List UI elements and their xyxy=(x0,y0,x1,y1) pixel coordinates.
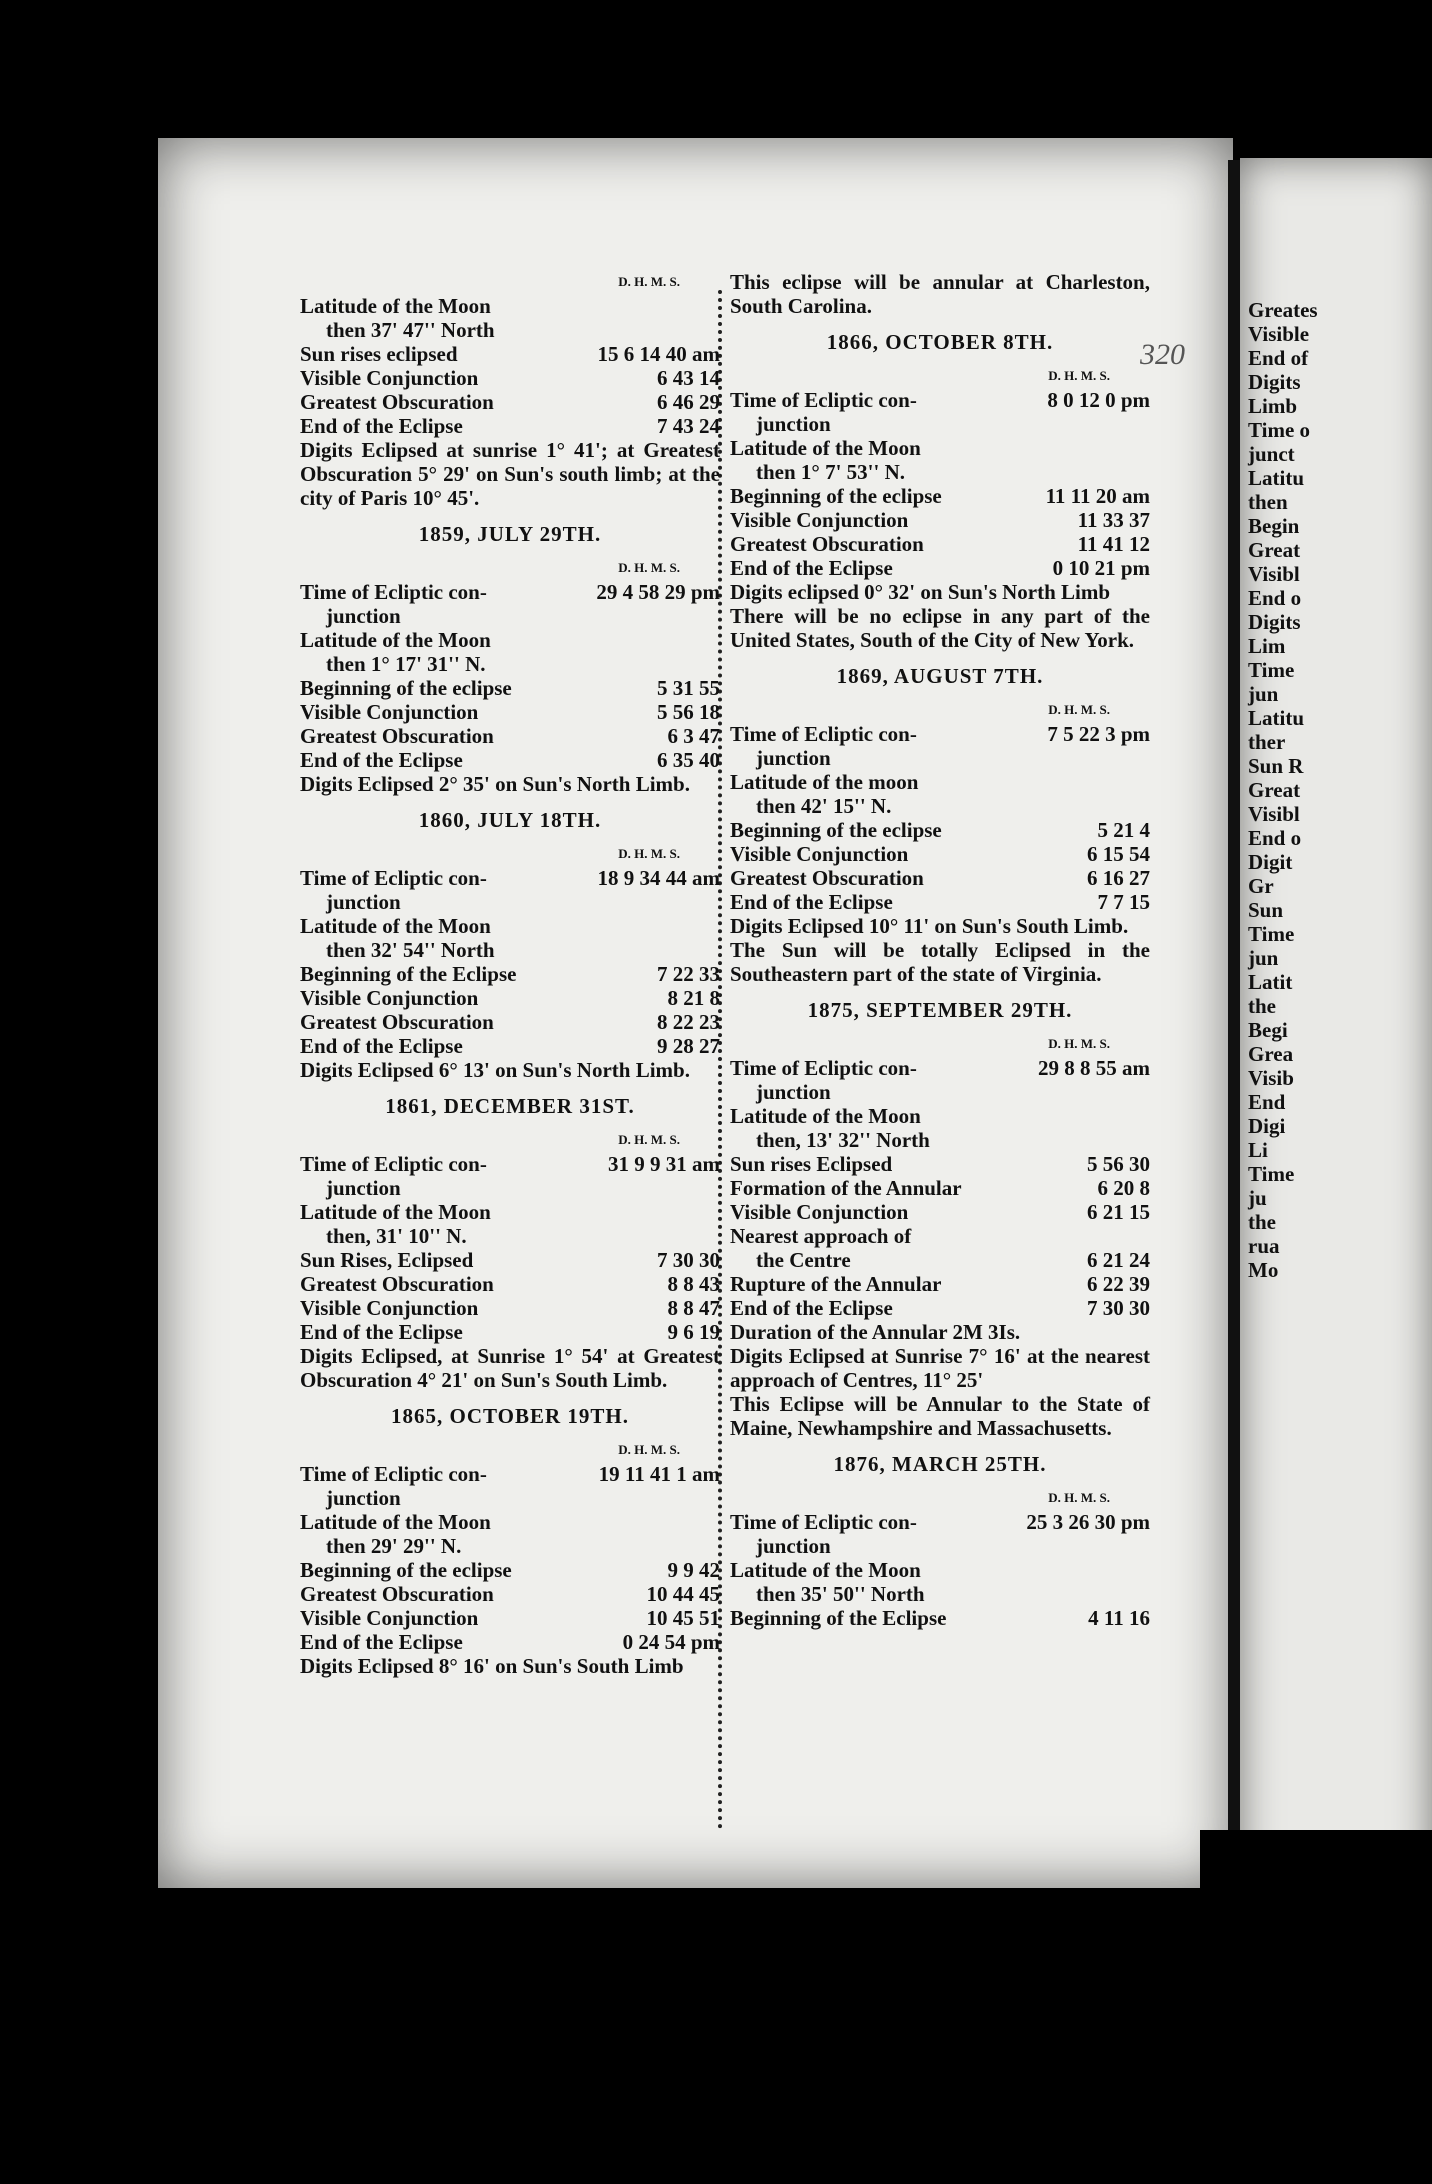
facing-text-fragment: End o xyxy=(1248,586,1302,610)
row-label: Latitude of the Moon xyxy=(300,1510,491,1534)
table-row xyxy=(730,794,1150,818)
facing-text-fragment: Mo xyxy=(1248,1258,1279,1282)
table-row xyxy=(300,890,720,914)
row-value: 7 7 15 xyxy=(1097,890,1150,914)
row-label: junction xyxy=(326,1486,401,1510)
row-label: Nearest approach of xyxy=(730,1224,912,1248)
row-label: Time of Ecliptic con- xyxy=(300,866,487,890)
table-row xyxy=(730,1200,1150,1224)
text-paragraph: Digits Eclipsed at Sunrise 7° 16' at the nearest approach of Centres, 11° 25' xyxy=(730,1344,1150,1392)
facing-text-fragment: Latit xyxy=(1248,970,1293,994)
column-header: D. H. M. S. xyxy=(618,1442,680,1457)
facing-text-fragment: Begi xyxy=(1248,1018,1288,1042)
row-value: 6 15 54 xyxy=(1087,842,1150,866)
row-value xyxy=(600,1486,720,1510)
column-header: D. H. M. S. xyxy=(1048,1036,1110,1051)
table-row xyxy=(300,1176,720,1200)
row-value: 6 21 15 xyxy=(1087,1200,1150,1224)
row-label: Greatest Obscuration xyxy=(730,866,924,890)
row-label: Visible Conjunction xyxy=(300,1606,479,1630)
row-value: 11 11 20 am xyxy=(1045,484,1150,508)
facing-text-fragment: ju xyxy=(1248,1186,1267,1210)
row-value xyxy=(1030,1080,1150,1104)
row-label: junction xyxy=(756,412,831,436)
facing-text-fragment: Time xyxy=(1248,658,1295,682)
row-label: Duration of the Annular 2M 3Is. xyxy=(730,1320,1021,1344)
row-value: 29 8 8 55 am xyxy=(1038,1056,1150,1080)
row-value: 6 21 24 xyxy=(1087,1248,1150,1272)
row-label: Latitude of the Moon xyxy=(730,1104,921,1128)
row-value: 5 56 18 xyxy=(657,700,720,724)
row-value: 15 6 14 40 am xyxy=(597,342,720,366)
facing-text-fragment: Grea xyxy=(1248,1042,1294,1066)
table-row xyxy=(300,1152,720,1176)
row-value xyxy=(1030,794,1150,818)
row-label: Latitude of the Moon xyxy=(730,436,921,460)
table-row xyxy=(730,556,1150,580)
table-row xyxy=(300,938,720,962)
table-row xyxy=(300,748,720,772)
row-value: 6 16 27 xyxy=(1087,866,1150,890)
facing-text-fragment: End o xyxy=(1248,826,1302,850)
row-label: End of the Eclipse xyxy=(300,748,463,772)
row-label: then 29' 29'' N. xyxy=(326,1534,462,1558)
facing-page xyxy=(1240,158,1432,1878)
table-row xyxy=(300,1320,720,1344)
table-row xyxy=(730,818,1150,842)
table-row xyxy=(730,1104,1150,1128)
table-row xyxy=(730,1558,1150,1582)
table-row xyxy=(300,1034,720,1058)
table-row xyxy=(730,1582,1150,1606)
row-value: 18 9 34 44 am xyxy=(597,866,720,890)
section-heading: 1861, DECEMBER 31ST. xyxy=(385,1094,635,1118)
row-label: Visible Conjunction xyxy=(300,1296,479,1320)
facing-text-fragment: Sun R xyxy=(1248,754,1304,778)
row-value: 8 8 47 xyxy=(667,1296,720,1320)
row-value: 7 30 30 xyxy=(1087,1296,1150,1320)
table-row xyxy=(300,604,720,628)
table-row xyxy=(730,1248,1150,1272)
row-label: Time of Ecliptic con- xyxy=(300,580,487,604)
table-row xyxy=(730,722,1150,746)
row-value xyxy=(600,294,720,318)
table-row xyxy=(300,1510,720,1534)
text-paragraph: Digits Eclipsed 10° 11' on Sun's South Limb. xyxy=(730,914,1129,938)
row-label: Visible Conjunction xyxy=(730,1200,909,1224)
table-row xyxy=(300,1010,720,1034)
column-header: D. H. M. S. xyxy=(1048,368,1110,383)
table-row xyxy=(300,1224,720,1248)
text-paragraph: Digits Eclipsed, at Sunrise 1° 54' at Greatest Obscuration 4° 21' on Sun's South Limb. xyxy=(300,1344,720,1392)
row-label: Latitude of the Moon xyxy=(730,1558,921,1582)
row-value xyxy=(600,1510,720,1534)
row-value xyxy=(600,1534,720,1558)
row-value xyxy=(600,318,720,342)
row-value: 7 22 33 xyxy=(657,962,720,986)
table-row xyxy=(730,1534,1150,1558)
row-label: Sun rises eclipsed xyxy=(300,342,458,366)
facing-text-fragment: Limb xyxy=(1248,394,1298,418)
row-value: 8 22 23 xyxy=(657,1010,720,1034)
facing-text-fragment: Time xyxy=(1248,1162,1295,1186)
facing-text-fragment: Great xyxy=(1248,538,1301,562)
text-paragraph: Digits Eclipsed 6° 13' on Sun's North Limb. xyxy=(300,1058,690,1082)
row-label: Latitude of the Moon xyxy=(300,628,491,652)
table-row xyxy=(300,1630,720,1654)
row-label: junction xyxy=(326,604,401,628)
facing-text-fragment: then xyxy=(1248,490,1288,514)
text-paragraph: This Eclipse will be Annular to the State of Maine, Newhampshire and Massachusetts. xyxy=(730,1392,1150,1440)
table-row xyxy=(730,1296,1150,1320)
row-label: Greatest Obscuration xyxy=(300,724,494,748)
table-row xyxy=(300,866,720,890)
text-paragraph: The Sun will be totally Eclipsed in the Southeastern part of the state of Virginia. xyxy=(730,938,1150,986)
row-value xyxy=(600,652,720,676)
text-paragraph: Digits eclipsed 0° 32' on Sun's North Limb xyxy=(730,580,1111,604)
row-label: Beginning of the eclipse xyxy=(730,484,942,508)
row-label: Visible Conjunction xyxy=(300,700,479,724)
text-paragraph: This eclipse will be annular at Charleston, South Carolina. xyxy=(730,270,1150,318)
row-value: 5 56 30 xyxy=(1087,1152,1150,1176)
row-label: End of the Eclipse xyxy=(730,890,893,914)
row-value: 9 28 27 xyxy=(657,1034,720,1058)
row-label: End of the Eclipse xyxy=(300,1320,463,1344)
row-label: Sun rises Eclipsed xyxy=(730,1152,893,1176)
row-label: Beginning of the eclipse xyxy=(300,676,512,700)
row-value xyxy=(1030,460,1150,484)
row-label: Visible Conjunction xyxy=(730,842,909,866)
row-value: 6 46 29 xyxy=(657,390,720,414)
row-value: 0 24 54 pm xyxy=(622,1630,720,1654)
table-row xyxy=(730,770,1150,794)
table-row xyxy=(730,1320,1150,1344)
table-row xyxy=(730,1056,1150,1080)
row-label: Time of Ecliptic con- xyxy=(300,1152,487,1176)
row-value xyxy=(1030,1128,1150,1152)
section-heading: 1876, MARCH 25TH. xyxy=(833,1452,1047,1476)
facing-text-fragment: Latitu xyxy=(1248,466,1305,490)
row-label: Visible Conjunction xyxy=(730,508,909,532)
row-value xyxy=(1030,770,1150,794)
table-row xyxy=(730,1128,1150,1152)
row-value xyxy=(600,1200,720,1224)
table-row xyxy=(730,1272,1150,1296)
facing-text-fragment: Time xyxy=(1248,922,1295,946)
facing-text-fragment: Digit xyxy=(1248,850,1293,874)
facing-text-fragment: Sun xyxy=(1248,898,1284,922)
text-paragraph: Digits Eclipsed 8° 16' on Sun's South Limb xyxy=(300,1654,684,1678)
torn-corner xyxy=(1200,1830,1432,2184)
row-value xyxy=(1030,1104,1150,1128)
section-heading: 1860, JULY 18TH. xyxy=(418,808,602,832)
row-value: 6 35 40 xyxy=(657,748,720,772)
table-row xyxy=(730,484,1150,508)
table-row xyxy=(300,342,720,366)
row-value xyxy=(600,914,720,938)
margin-mark: 320 xyxy=(1140,338,1185,371)
section-heading: 1869, AUGUST 7TH. xyxy=(836,664,1044,688)
facing-text-fragment: Time o xyxy=(1248,418,1311,442)
row-label: Beginning of the Eclipse xyxy=(730,1606,947,1630)
facing-text-fragment: Visibl xyxy=(1248,802,1300,826)
row-value xyxy=(600,890,720,914)
table-row xyxy=(300,1486,720,1510)
row-label: then 37' 47'' North xyxy=(326,318,495,342)
facing-text-fragment: Great xyxy=(1248,778,1301,802)
table-row xyxy=(300,294,720,318)
row-value: 5 31 55 xyxy=(657,676,720,700)
table-row xyxy=(730,508,1150,532)
row-value: 11 33 37 xyxy=(1077,508,1150,532)
table-row xyxy=(300,962,720,986)
facing-text-fragment: the xyxy=(1248,994,1276,1018)
row-value xyxy=(1030,1558,1150,1582)
row-label: then 1° 17' 31'' N. xyxy=(326,652,486,676)
table-row xyxy=(300,1200,720,1224)
row-value: 10 45 51 xyxy=(646,1606,720,1630)
table-row xyxy=(300,318,720,342)
row-value: 9 9 42 xyxy=(667,1558,720,1582)
row-label: End of the Eclipse xyxy=(300,414,463,438)
row-label: End of the Eclipse xyxy=(300,1630,463,1654)
row-label: Greatest Obscuration xyxy=(730,532,924,556)
row-value xyxy=(1030,436,1150,460)
row-value: 6 43 14 xyxy=(657,366,720,390)
row-value xyxy=(1030,412,1150,436)
table-row xyxy=(730,412,1150,436)
row-value: 7 5 22 3 pm xyxy=(1047,722,1150,746)
table-row xyxy=(300,580,720,604)
facing-text-fragment: rua xyxy=(1248,1234,1280,1258)
row-value xyxy=(600,1176,720,1200)
row-value: 6 22 39 xyxy=(1087,1272,1150,1296)
row-label: then, 13' 32'' North xyxy=(756,1128,930,1152)
table-row xyxy=(300,652,720,676)
facing-text-fragment: Digits xyxy=(1248,370,1301,394)
row-value: 9 6 19 xyxy=(667,1320,720,1344)
table-row xyxy=(300,1606,720,1630)
row-label: Greatest Obscuration xyxy=(300,1010,494,1034)
column-header: D. H. M. S. xyxy=(618,274,680,289)
row-value: 7 30 30 xyxy=(657,1248,720,1272)
row-label: End of the Eclipse xyxy=(730,1296,893,1320)
row-label: junction xyxy=(326,1176,401,1200)
row-value: 8 0 12 0 pm xyxy=(1047,388,1150,412)
table-row xyxy=(730,1080,1150,1104)
row-label: Latitude of the Moon xyxy=(300,914,491,938)
row-label: Latitude of the Moon xyxy=(300,1200,491,1224)
row-label: Greatest Obscuration xyxy=(300,390,494,414)
row-label: Visible Conjunction xyxy=(300,366,479,390)
row-label: junction xyxy=(756,1534,831,1558)
row-label: then 32' 54'' North xyxy=(326,938,495,962)
row-label: Time of Ecliptic con- xyxy=(730,1510,917,1534)
table-row xyxy=(300,986,720,1010)
row-label: then 1° 7' 53'' N. xyxy=(756,460,905,484)
row-label: junction xyxy=(756,1080,831,1104)
row-label: Visible Conjunction xyxy=(300,986,479,1010)
row-label: the Centre xyxy=(756,1248,851,1272)
row-label: Time of Ecliptic con- xyxy=(300,1462,487,1486)
row-label: Time of Ecliptic con- xyxy=(730,1056,917,1080)
facing-text-fragment: Visibl xyxy=(1248,562,1300,586)
facing-text-fragment: Latitu xyxy=(1248,706,1305,730)
table-row xyxy=(300,1558,720,1582)
section-heading: 1859, JULY 29TH. xyxy=(418,522,602,546)
facing-text-fragment: Begin xyxy=(1248,514,1300,538)
table-row xyxy=(300,676,720,700)
row-value xyxy=(1030,1582,1150,1606)
row-value: 6 3 47 xyxy=(667,724,720,748)
row-label: Latitude of the Moon xyxy=(300,294,491,318)
row-label: Beginning of the eclipse xyxy=(300,1558,512,1582)
row-value: 5 21 4 xyxy=(1097,818,1150,842)
row-value: 4 11 16 xyxy=(1088,1606,1150,1630)
section-heading: 1875, SEPTEMBER 29TH. xyxy=(807,998,1073,1022)
row-label: Beginning of the eclipse xyxy=(730,818,942,842)
row-label: Greatest Obscuration xyxy=(300,1272,494,1296)
row-label: then 35' 50'' North xyxy=(756,1582,925,1606)
facing-text-fragment: Visib xyxy=(1248,1066,1294,1090)
section-heading: 1866, OCTOBER 8TH. xyxy=(826,330,1054,354)
row-label: Sun Rises, Eclipsed xyxy=(300,1248,474,1272)
table-row xyxy=(730,1510,1150,1534)
table-row xyxy=(300,414,720,438)
row-label: Rupture of the Annular xyxy=(730,1272,942,1296)
table-row xyxy=(300,914,720,938)
left-column xyxy=(300,270,720,1678)
table-row xyxy=(730,1606,1150,1630)
row-value: 19 11 41 1 am xyxy=(598,1462,720,1486)
table-row xyxy=(730,388,1150,412)
table-row xyxy=(300,724,720,748)
column-header: D. H. M. S. xyxy=(1048,1490,1110,1505)
table-row xyxy=(300,366,720,390)
row-value: 31 9 9 31 am xyxy=(608,1152,720,1176)
row-value: 25 3 26 30 pm xyxy=(1026,1510,1150,1534)
row-value: 6 20 8 xyxy=(1097,1176,1150,1200)
table-row xyxy=(300,1462,720,1486)
row-value: 10 44 45 xyxy=(646,1582,720,1606)
row-label: Formation of the Annular xyxy=(730,1176,962,1200)
table-row xyxy=(730,532,1150,556)
table-row xyxy=(730,460,1150,484)
row-value xyxy=(600,628,720,652)
row-value xyxy=(1030,746,1150,770)
right-column xyxy=(730,270,1150,1630)
row-label: junction xyxy=(756,746,831,770)
table-row xyxy=(300,1296,720,1320)
table-row xyxy=(730,1152,1150,1176)
row-value: 0 10 21 pm xyxy=(1052,556,1150,580)
table-row xyxy=(730,890,1150,914)
facing-text-fragment: Digits xyxy=(1248,610,1301,634)
table-row xyxy=(730,1224,1150,1248)
facing-text-fragment: Greates xyxy=(1248,298,1318,322)
row-value xyxy=(600,938,720,962)
text-paragraph: There will be no eclipse in any part of the United States, South of the City of New York. xyxy=(730,604,1150,652)
table-row xyxy=(300,1272,720,1296)
table-row xyxy=(730,842,1150,866)
table-row xyxy=(300,390,720,414)
facing-text-fragment: Gr xyxy=(1248,874,1274,898)
table-row xyxy=(730,746,1150,770)
facing-page-text xyxy=(1240,158,1432,1282)
column-header: D. H. M. S. xyxy=(1048,702,1110,717)
table-row xyxy=(300,700,720,724)
table-row xyxy=(730,866,1150,890)
row-value: 8 21 8 xyxy=(667,986,720,1010)
section-heading: 1865, OCTOBER 19TH. xyxy=(391,1404,629,1428)
row-label: Beginning of the Eclipse xyxy=(300,962,517,986)
facing-text-fragment: Lim xyxy=(1248,634,1286,658)
facing-text-fragment: Digi xyxy=(1248,1114,1286,1138)
row-value: 7 43 24 xyxy=(657,414,720,438)
facing-text-fragment: jun xyxy=(1248,946,1279,970)
column-header: D. H. M. S. xyxy=(618,560,680,575)
row-value xyxy=(1030,1224,1150,1248)
row-value xyxy=(1030,1320,1150,1344)
row-value xyxy=(600,604,720,628)
facing-text-fragment: End of xyxy=(1248,346,1309,370)
row-label: Time of Ecliptic con- xyxy=(730,722,917,746)
row-value: 29 4 58 29 pm xyxy=(596,580,720,604)
column-header: D. H. M. S. xyxy=(618,846,680,861)
facing-text-fragment: ther xyxy=(1248,730,1286,754)
text-paragraph: Digits Eclipsed 2° 35' on Sun's North Limb. xyxy=(300,772,690,796)
table-row xyxy=(730,436,1150,460)
facing-text-fragment: Visible xyxy=(1248,322,1310,346)
facing-text-fragment: junct xyxy=(1248,442,1295,466)
row-label: then, 31' 10'' N. xyxy=(326,1224,467,1248)
row-label: End of the Eclipse xyxy=(730,556,893,580)
row-label: Time of Ecliptic con- xyxy=(730,388,917,412)
table-row xyxy=(730,1176,1150,1200)
row-value xyxy=(1030,1534,1150,1558)
row-label: End of the Eclipse xyxy=(300,1034,463,1058)
row-value xyxy=(600,1224,720,1248)
facing-text-fragment: jun xyxy=(1248,682,1279,706)
row-label: junction xyxy=(326,890,401,914)
row-value: 8 8 43 xyxy=(667,1272,720,1296)
table-row xyxy=(300,1248,720,1272)
row-label: Greatest Obscuration xyxy=(300,1582,494,1606)
facing-text-fragment: End xyxy=(1248,1090,1286,1114)
table-row xyxy=(300,1582,720,1606)
table-row xyxy=(300,1534,720,1558)
row-label: Latitude of the moon xyxy=(730,770,919,794)
table-row xyxy=(300,628,720,652)
facing-text-fragment: the xyxy=(1248,1210,1276,1234)
column-header: D. H. M. S. xyxy=(618,1132,680,1147)
text-paragraph: Digits Eclipsed at sunrise 1° 41'; at Greatest Obscuration 5° 29' on Sun's south limb; at the city of Paris 10° 45'. xyxy=(300,438,720,510)
facing-text-fragment: Li xyxy=(1248,1138,1268,1162)
row-label: then 42' 15'' N. xyxy=(756,794,892,818)
row-value: 11 41 12 xyxy=(1077,532,1150,556)
